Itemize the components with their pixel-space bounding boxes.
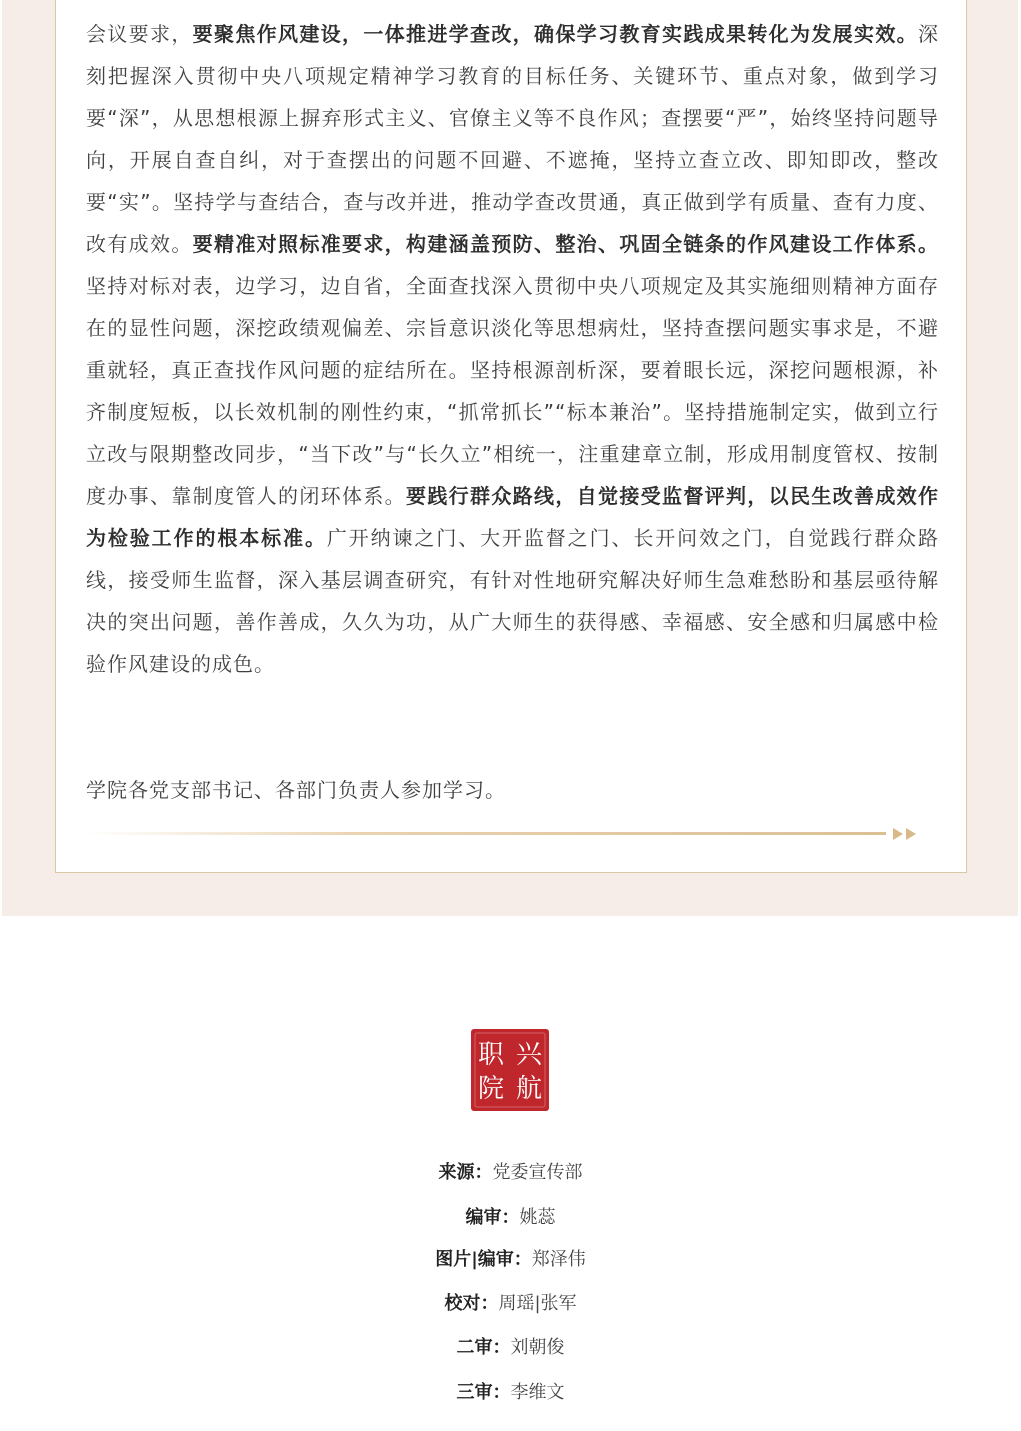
- bold-requirement-3: 要践行群众路线，自觉接受监督评判，以民生改善成效作为检验工作的根本标准。: [86, 484, 939, 550]
- text-segment: 会议要求，: [86, 22, 193, 46]
- credit-value: 党委宣传部: [492, 1162, 583, 1183]
- article-card: [55, 0, 967, 873]
- credit-value: 李维文: [510, 1382, 565, 1403]
- credit-second-review: [0, 1335, 1021, 1361]
- credit-label: 校对：: [444, 1293, 499, 1314]
- credit-value: 刘朝俊: [510, 1337, 565, 1358]
- credit-label: 二审：: [456, 1337, 511, 1358]
- page-background-band: [2, 0, 1018, 916]
- credit-source: [0, 1160, 1021, 1186]
- bold-requirement-1: 要聚焦作风建设，一体推进学查改，确保学习教育实践成果转化为发展实效。: [192, 22, 919, 46]
- seal-stamp-icon: [469, 1027, 551, 1113]
- svg-text:职: 职: [477, 1040, 505, 1070]
- credit-editor: [0, 1205, 1021, 1231]
- divider-line: [86, 832, 886, 835]
- svg-text:航: 航: [515, 1074, 543, 1104]
- credit-label: 图片|编审：: [435, 1249, 532, 1270]
- credit-value: 周瑶|张军: [498, 1293, 577, 1314]
- credit-photo-editor: [0, 1247, 1021, 1273]
- credit-third-review: [0, 1380, 1021, 1406]
- credit-label: 编审：: [465, 1207, 520, 1228]
- article-paragraph: [86, 13, 939, 685]
- svg-text:兴: 兴: [515, 1040, 543, 1070]
- double-arrow-icon: [891, 826, 921, 842]
- credit-value: 姚蕊: [519, 1207, 556, 1228]
- credit-label: 三审：: [456, 1382, 511, 1403]
- text-segment: 广开纳谏之门、大开监督之门、长开问效之门，自觉践行群众路线，接受师生监督，深入基层调查研究，有针对性地研究解决好师生急难愁盼和基层亟待解决的突出问题，善作善成，久久为功，从广大师生的获得感、幸福感、安全感和归属感中检验作风建设的成色。: [86, 526, 940, 676]
- text-segment: 坚持对标对表，边学习，边自省，全面查找深入贯彻中央八项规定及其实施细则精神方面存在的显性问题，深挖政绩观偏差、宗旨意识淡化等思想病灶，坚持查摆问题实事求是，不避重就轻，真正查找作风问题的症结所在。坚持根源剖析深，要着眼长远，深挖问题根源，补齐制度短板，以长效机制的刚性约束，“抓常抓长”“标本兼治”。坚持措施制定实，做到立行立改与限期整改同步，“当下改”与“长久立”相统一，注重建章立制，形成用制度管权、按制度办事、靠制度管人的闭环体系。: [86, 274, 939, 508]
- attendance-note: 学院各党支部书记、各部门负责人参加学习。: [86, 778, 506, 802]
- text-segment: 深刻把握深入贯彻中央八项规定精神学习教育的目标任务、关键环节、重点对象，做到学习要“深”，从思想根源上摒弃形式主义、官僚主义等不良作风；查摆要“严”，始终坚持问题导向，开展自查自纠，对于查摆出的问题不回避、不遮掩，坚持立查立改、即知即改，整改要“实”。坚持学与查结合，查与改并进，推动学查改贯通，真正做到学有质量、查有力度、改有成效。: [86, 22, 940, 256]
- credit-value: 郑泽伟: [531, 1249, 586, 1270]
- credit-proofreader: [0, 1291, 1021, 1317]
- svg-text:院: 院: [477, 1074, 505, 1104]
- bold-requirement-2: 要精准对照标准要求，构建涵盖预防、整治、巩固全链条的作风建设工作体系。: [192, 232, 940, 256]
- college-seal: [469, 1027, 551, 1113]
- credit-label: 来源：: [438, 1162, 493, 1183]
